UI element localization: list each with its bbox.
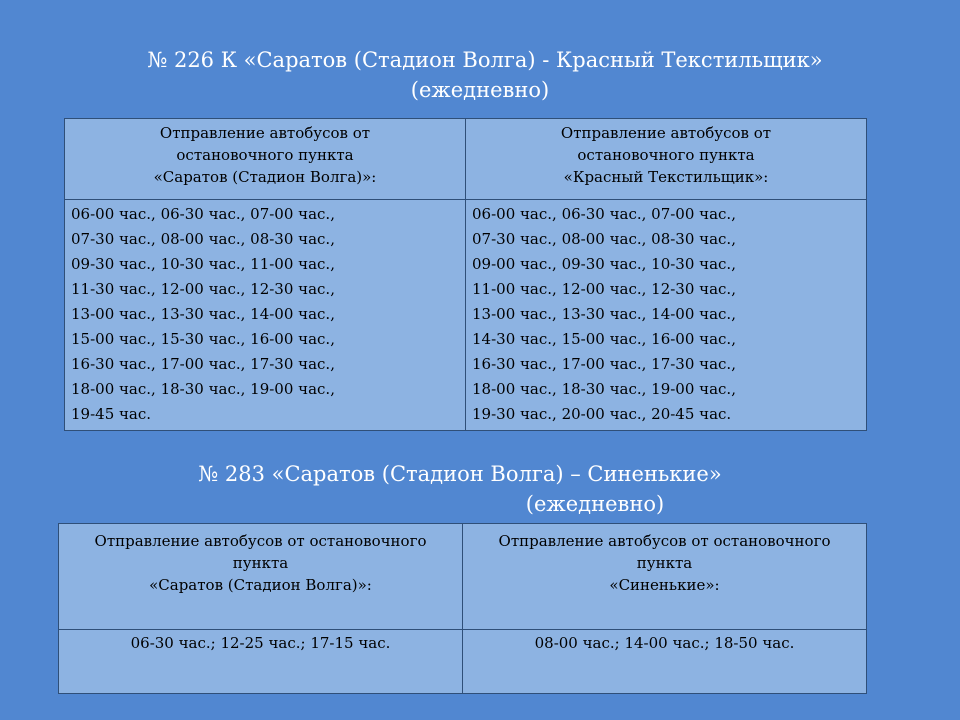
header-text: остановочного пункта: [577, 146, 755, 164]
time-line: 07-30 час., 08-00 час., 08-30 час.,: [472, 230, 736, 248]
header-text: «Красный Текстильщик»:: [563, 168, 769, 186]
header-text: «Синенькие»:: [609, 576, 720, 594]
header-cell-sinenkie: [463, 524, 867, 630]
times-cell-saratov: [65, 200, 466, 431]
route-226-schedule-table: [64, 118, 867, 431]
route-226-title-line1: № 226 К «Саратов (Стадион Волга) - Красный Текстильщик»: [147, 48, 823, 72]
header-cell-saratov: [59, 524, 463, 630]
header-text: «Саратов (Стадион Волга)»:: [149, 576, 372, 594]
header-cell-krasny-tekstilshchik: [466, 119, 867, 200]
route-283-title-line1: № 283 «Саратов (Стадион Волга) – Синенькие»: [198, 462, 722, 486]
header-text: Отправление автобусов от: [159, 124, 371, 142]
time-line: 16-30 час., 17-00 час., 17-30 час.,: [71, 355, 335, 373]
header-text: «Саратов (Стадион Волга)»:: [153, 168, 377, 186]
time-line: 06-00 час., 06-30 час., 07-00 час.,: [472, 205, 736, 223]
header-text: остановочного пункта: [176, 146, 354, 164]
table-row: [65, 200, 867, 431]
route-283-title-line2: (ежедневно): [525, 492, 665, 516]
time-line: 18-00 час., 18-30 час., 19-00 час.,: [472, 380, 736, 398]
time-line: 06-00 час., 06-30 час., 07-00 час.,: [71, 205, 335, 223]
table-row: [59, 630, 867, 694]
time-line: 19-45 час.: [71, 405, 152, 423]
header-text: пункта: [232, 554, 289, 572]
time-line: 11-30 час., 12-00 час., 12-30 час.,: [71, 280, 335, 298]
time-line: 07-30 час., 08-00 час., 08-30 час.,: [71, 230, 335, 248]
times-cell-sinenkie: 08-00 час.; 14-00 час.; 18-50 час.: [463, 630, 867, 694]
table-header-row: [59, 524, 867, 630]
route-283-schedule-table: [58, 523, 867, 694]
header-text: Отправление автобусов от остановочного: [498, 532, 831, 550]
time-line: 15-00 час., 15-30 час., 16-00 час.,: [71, 330, 335, 348]
route-226-title: [0, 45, 960, 105]
header-text: пункта: [636, 554, 693, 572]
route-283-title: [0, 459, 960, 519]
time-line: 18-00 час., 18-30 час., 19-00 час.,: [71, 380, 335, 398]
route-226-title-line2: (ежедневно): [410, 78, 550, 102]
time-line: 09-00 час., 09-30 час., 10-30 час.,: [472, 255, 736, 273]
table-header-row: [65, 119, 867, 200]
time-line: 13-00 час., 13-30 час., 14-00 час.,: [472, 305, 736, 323]
time-line: 14-30 час., 15-00 час., 16-00 час.,: [472, 330, 736, 348]
time-line: 13-00 час., 13-30 час., 14-00 час.,: [71, 305, 335, 323]
time-line: 19-30 час., 20-00 час., 20-45 час.: [472, 405, 732, 423]
times-cell-saratov: 06-30 час.; 12-25 час.; 17-15 час.: [59, 630, 463, 694]
header-text: Отправление автобусов от: [560, 124, 772, 142]
times-cell-krasny-tekstilshchik: [466, 200, 867, 431]
time-line: 11-00 час., 12-00 час., 12-30 час.,: [472, 280, 736, 298]
header-text: Отправление автобусов от остановочного: [94, 532, 427, 550]
header-cell-saratov: [65, 119, 466, 200]
time-line: 09-30 час., 10-30 час., 11-00 час.,: [71, 255, 335, 273]
time-line: 16-30 час., 17-00 час., 17-30 час.,: [472, 355, 736, 373]
